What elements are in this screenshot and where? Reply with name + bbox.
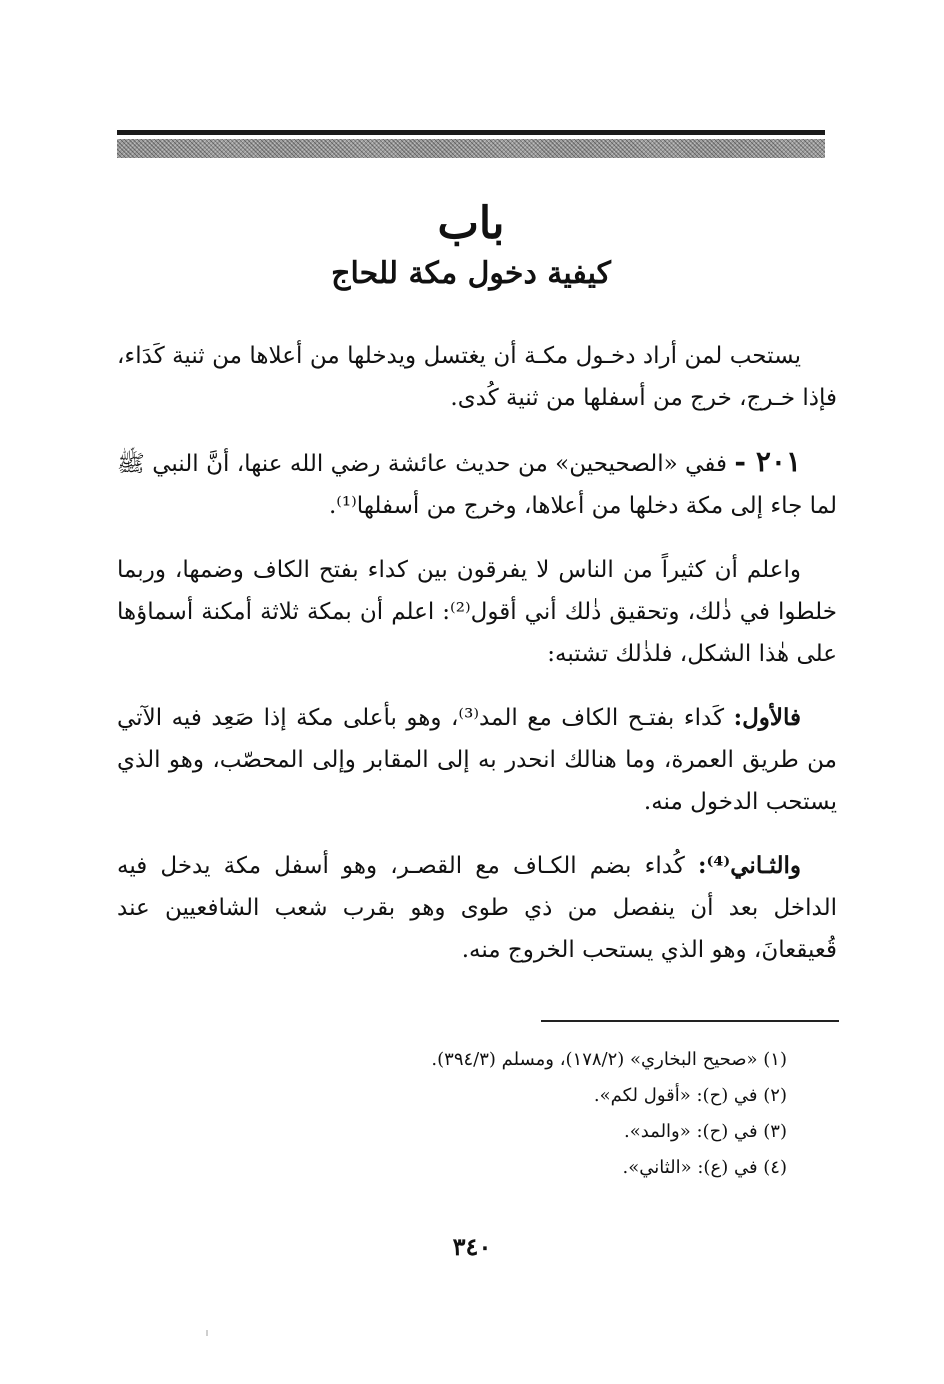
paragraph-text: كُداء بضم الكـاف مع القصـر، وهو أسفل مكة يدخل فيه الداخل بعد أن ينفصل من ذي طوى وهو بقرب شعب الشافعيين عند قُعيقعانَ، وهو الذي يستحب الخروج منه. <box>117 853 837 963</box>
footnote-1: (١) «صحيح البخاري» (١٧٨/٢)، ومسلم (٣٩٤/٣). <box>431 1049 787 1070</box>
paragraph-intro <box>117 335 837 419</box>
header-rule <box>117 130 825 135</box>
chapter-label: باب <box>437 198 505 249</box>
paragraph-first-place <box>117 697 837 823</box>
chapter-title: كيفية دخول مكة للحاج <box>331 256 611 291</box>
paragraph-text: يستحب لمن أراد دخـول مكـة أن يغتسل ويدخلها من أعلاها من ثنية كَدَاء، فإذا خـرج، خرج من أسفلها من ثنية كُدى. <box>117 343 837 411</box>
footnote-separator <box>541 1020 839 1022</box>
header-ornament-bar <box>117 139 825 158</box>
paragraph-text: واعلم أن كثيراً من الناس لا يفرقون بين كداء بفتح الكاف وضمها، وربما خلطوا في ذٰلك، وتحقيق ذٰلك أني أقول⁽²⁾: اعلم أن بمكة ثلاثة أمكنة أسماؤها على هٰذا الشكل، فلذٰلك تشتبه: <box>117 557 837 667</box>
footnotes <box>117 1042 787 1186</box>
paragraph-hadith-201 <box>117 441 837 527</box>
hadith-number: ٢٠١ - <box>734 445 802 478</box>
scan-speck <box>206 1330 208 1336</box>
paragraph-lead: فالأول: <box>733 704 802 731</box>
footnote-3: (٣) في (ح): «والمد». <box>623 1121 787 1142</box>
paragraph-note <box>117 549 837 675</box>
page-number: ٣٤٠ <box>452 1232 492 1261</box>
footnote-4: (٤) في (ع): «الثاني». <box>622 1157 787 1178</box>
paragraph-lead: والثـاني⁽⁴⁾: <box>697 852 802 879</box>
paragraph-second-place <box>117 845 837 971</box>
paragraph-text: كَداء بفتـح الكاف مع المد⁽³⁾، وهو بأعلى مكة إذا صَعِد فيه الآتي من طريق العمرة، وما هنالك انحدر به إلى المقابر وإلى المحصّب، وهو الذي يستحب الدخول منه. <box>117 705 837 815</box>
footnote-2: (٢) في (ح): «أقول لكم». <box>593 1085 787 1106</box>
body-text <box>117 335 837 993</box>
paragraph-text: ففي «الصحيحين» من حديث عائشة رضي الله عنها، أنَّ النبي ﷺ لما جاء إلى مكة دخلها من أعلاها، وخرج من أسفلها⁽¹⁾. <box>117 451 837 519</box>
chapter-heading <box>117 196 825 296</box>
